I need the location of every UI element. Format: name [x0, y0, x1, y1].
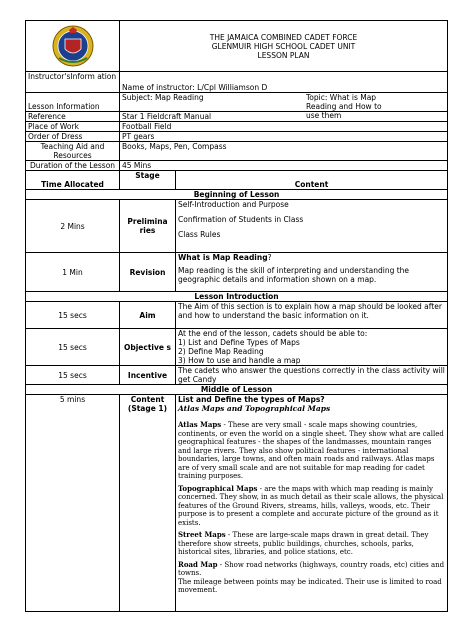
road-map-paragraph-2: The mileage between points may be indicated. Their use is limited to road movement.: [178, 577, 442, 594]
lesson-info-row: [26, 93, 448, 112]
lesson-info-label: Lesson Information: [26, 93, 120, 112]
section-beginning: [26, 190, 448, 200]
topographical-maps-paragraph: Topographical Maps - are the maps with which map reading is mainly concerned. They show, in as much detail as their scale allows, the physical features of the Ground Rivers, streams, hills, valleys, woods, etc. Their purpose is to present a complete and accurate picture of the ground as it exists.: [178, 483, 444, 527]
content-heading: List and Define the types of Maps?: [178, 395, 325, 404]
street-maps-paragraph: Street Maps - These are large-scale maps drawn in great detail. They therefore show streets, public buildings, churches, schools, parks, historical sites, libraries, and police stations, etc.: [178, 530, 429, 556]
objective-3: 3) How to use and handle a map: [178, 356, 301, 365]
objectives-row: [26, 329, 448, 366]
aids-row: [26, 142, 448, 161]
instructor-value: Name of instructor: L/Cpl Williamson D: [120, 72, 448, 93]
prelim-item-3: Class Rules: [178, 230, 221, 239]
prelim-time: 2 Mins: [26, 200, 120, 253]
prelim-content: [176, 200, 448, 253]
duration-label: Duration of the Lesson: [26, 161, 120, 171]
prelim-item-1: Self-Introduction and Purpose: [178, 200, 289, 209]
reference-value: Star 1 Fieldcraft Manual: [120, 112, 448, 122]
section-middle: [26, 385, 448, 395]
content-body: [176, 395, 448, 612]
road-map-paragraph: Road Map - Show road networks (highways, country roads, etc) cities and towns.: [178, 559, 445, 577]
place-label: Place of Work: [26, 122, 120, 132]
revision-stage: Revision: [120, 253, 176, 292]
prelim-row: [26, 200, 448, 253]
lesson-plan-document: [25, 20, 447, 612]
content-subheading: Atlas Maps and Topographical Maps: [178, 404, 331, 413]
subject-value: Subject: Map Reading: [122, 93, 204, 102]
aim-stage: Aim: [120, 302, 176, 329]
objectives-intro: At the end of the lesson, cadets should be able to:: [178, 329, 368, 338]
revision-answer: Map reading is the skill of interpreting and understanding the geographic details and information shown on a map.: [178, 266, 410, 284]
content-time: 5 mins: [26, 395, 120, 612]
duration-value: 45 Mins: [120, 161, 448, 171]
cadet-force-crest-icon: [51, 24, 95, 68]
objectives-content: [176, 329, 448, 366]
dress-value: PT gears: [120, 132, 448, 142]
objectives-stage: Objective s: [120, 329, 176, 366]
dress-row: [26, 132, 448, 142]
objective-1: 1) List and Define Types of Maps: [178, 338, 300, 347]
topic-value: Topic: What is Map Reading and How to use them: [306, 93, 382, 120]
incentive-row: [26, 366, 448, 385]
section-beginning-label: Beginning of Lesson: [26, 190, 448, 200]
duration-row: [26, 161, 448, 171]
revision-row: [26, 253, 448, 292]
incentive-stage: Incentive: [120, 366, 176, 385]
revision-time: 1 Min: [26, 253, 120, 292]
incentive-content: The cadets who answer the questions correctly in the class activity will get Candy: [176, 366, 448, 385]
place-row: [26, 122, 448, 132]
column-stage: Stage: [120, 171, 176, 190]
lesson-plan-table: [25, 20, 448, 612]
prelim-stage: Prelimina ries: [120, 200, 176, 253]
atlas-maps-paragraph: Atlas Maps - These are very small - scale maps showing countries, continents, or even the world on a single sheet. They show what are called geographical features - the shapes of the landmasses, mountain ranges and large rivers. They also show political features - international boundaries, large towns, and often main roads and railways. Atlas maps are of very small scale and are not suitable for map reading for cadet training purposes.: [178, 420, 444, 480]
reference-label: Reference: [26, 112, 120, 122]
content-stage: Content (Stage 1): [120, 395, 176, 612]
title-line-2: GLENMUIR HIGH SCHOOL CADET UNIT: [211, 41, 356, 51]
content-row: [26, 395, 448, 612]
crest-cell: [26, 21, 120, 72]
objective-2: 2) Define Map Reading: [178, 347, 264, 356]
section-middle-label: Middle of Lesson: [26, 385, 448, 395]
prelim-item-2: Confirmation of Students in Class: [178, 215, 304, 224]
instructor-row: [26, 72, 448, 93]
objectives-time: 15 secs: [26, 329, 120, 366]
place-value: Football Field: [120, 122, 448, 132]
revision-content: [176, 253, 448, 292]
aim-time: 15 secs: [26, 302, 120, 329]
section-introduction: [26, 292, 448, 302]
section-introduction-label: Lesson Introduction: [26, 292, 448, 302]
revision-question: What is Map Reading?: [178, 253, 272, 262]
aim-row: [26, 302, 448, 329]
aids-label: Teaching Aid and Resources: [26, 142, 120, 161]
header-row: [26, 21, 448, 72]
title-line-3: LESSON PLAN: [257, 50, 310, 60]
incentive-time: 15 secs: [26, 366, 120, 385]
column-header-row: [26, 171, 448, 190]
column-time: Time Allocated: [26, 171, 120, 190]
instructor-label: Instructor'sInform ation: [26, 72, 120, 93]
column-content: Content: [176, 171, 448, 190]
aim-content: The Aim of this section is to explain how a map should be looked after and how to understand the basic information on it.: [176, 302, 448, 329]
document-title: [120, 21, 448, 72]
dress-label: Order of Dress: [26, 132, 120, 142]
title-line-1: THE JAMAICA COMBINED CADET FORCE: [209, 32, 358, 42]
aids-value: Books, Maps, Pen, Compass: [120, 142, 448, 161]
